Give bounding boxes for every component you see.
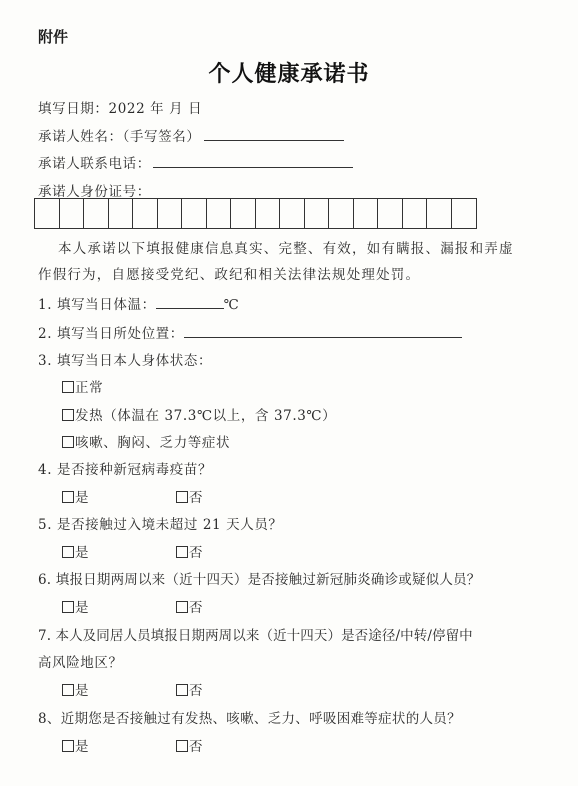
no-label: 否 [189, 600, 204, 616]
id-digit-cell[interactable] [403, 199, 428, 228]
id-digit-cell[interactable] [354, 199, 379, 228]
q3-option-symptoms[interactable] [62, 431, 230, 451]
id-digit-cell[interactable] [378, 199, 403, 228]
name-field[interactable] [38, 125, 344, 145]
id-digit-cell[interactable] [60, 199, 85, 228]
q8-label: 8、近期您是否接触过有发热、咳嗽、乏力、呼吸困难等症状的人员？ [38, 711, 461, 727]
id-digit-cell[interactable] [305, 199, 330, 228]
id-digit-cell[interactable] [280, 199, 305, 228]
no-label: 否 [189, 739, 204, 755]
q2-location [38, 322, 462, 342]
id-number-grid[interactable] [34, 198, 477, 229]
q3-option-normal[interactable] [62, 376, 103, 396]
checkbox[interactable] [176, 740, 188, 752]
temperature-input[interactable] [156, 294, 224, 309]
name-label: 承诺人姓名：（手写签名） [38, 129, 201, 145]
id-digit-cell[interactable] [35, 199, 60, 228]
pledge-line-1: 本人承诺以下填报健康信息真实、完整、有效，如有瞒报、漏报和弄虚 [58, 241, 514, 257]
q1-label: 1. 填写当日体温： [38, 297, 156, 313]
option-label: 正常 [75, 380, 104, 396]
checkbox[interactable] [62, 601, 74, 613]
date-field[interactable]: 填写日期：2022 年 月 日 [38, 101, 203, 117]
q8-yes[interactable] [62, 735, 89, 755]
id-digit-cell[interactable] [158, 199, 183, 228]
id-digit-cell[interactable] [329, 199, 354, 228]
q1-temperature [38, 293, 239, 313]
q5-label: 5. 是否接触过入境未超过 21 天人员？ [38, 517, 283, 533]
yes-label: 是 [75, 490, 90, 506]
id-digit-cell[interactable] [133, 199, 158, 228]
q8-no[interactable] [176, 735, 203, 755]
q4-label: 4. 是否接种新冠病毒疫苗？ [38, 462, 213, 478]
q4-yes[interactable] [62, 486, 89, 506]
attachment-label: 附件 [38, 28, 69, 46]
q6-label: 6. 填报日期两周以来（近十四天）是否接触过新冠肺炎确诊或疑似人员？ [38, 572, 481, 588]
pledge-line-2: 作假行为，自愿接受党纪、政纪和相关法律法规处理处罚。 [38, 267, 421, 283]
id-label: 承诺人身份证号： [38, 184, 151, 200]
q5-yes[interactable] [62, 541, 89, 561]
checkbox[interactable] [62, 409, 74, 421]
checkbox[interactable] [176, 546, 188, 558]
checkbox[interactable] [62, 546, 74, 558]
q6-yes[interactable] [62, 596, 89, 616]
phone-field[interactable] [38, 152, 353, 172]
yes-label: 是 [75, 545, 90, 561]
celsius-unit: ℃ [223, 297, 240, 313]
no-label: 否 [189, 683, 204, 699]
checkbox[interactable] [62, 740, 74, 752]
id-digit-cell[interactable] [256, 199, 281, 228]
name-underline[interactable] [204, 126, 344, 141]
phone-underline[interactable] [153, 153, 353, 168]
id-digit-cell[interactable] [427, 199, 452, 228]
q7-line-2: 高风险地区？ [38, 655, 123, 671]
q2-label: 2. 填写当日所处位置： [38, 326, 184, 342]
q7-line-1: 7. 本人及同居人员填报日期两周以来（近十四天）是否途径/中转/停留中 [38, 628, 473, 644]
id-digit-cell[interactable] [231, 199, 256, 228]
q7-no[interactable] [176, 679, 203, 699]
q5-no[interactable] [176, 541, 203, 561]
phone-label: 承诺人联系电话： [38, 156, 151, 172]
checkbox[interactable] [62, 491, 74, 503]
location-input[interactable] [184, 323, 462, 338]
id-digit-cell[interactable] [84, 199, 109, 228]
q7-yes[interactable] [62, 679, 89, 699]
option-label: 咳嗽、胸闷、乏力等症状 [75, 435, 231, 451]
id-digit-cell[interactable] [109, 199, 134, 228]
checkbox[interactable] [176, 684, 188, 696]
id-digit-cell[interactable] [207, 199, 232, 228]
id-digit-cell[interactable] [452, 199, 477, 228]
yes-label: 是 [75, 600, 90, 616]
q3-option-fever[interactable] [62, 404, 336, 424]
checkbox[interactable] [62, 381, 74, 393]
yes-label: 是 [75, 683, 90, 699]
id-digit-cell[interactable] [182, 199, 207, 228]
checkbox[interactable] [176, 601, 188, 613]
no-label: 否 [189, 545, 204, 561]
yes-label: 是 [75, 739, 90, 755]
q3-label: 3. 填写当日本人身体状态： [38, 353, 213, 369]
page-title: 个人健康承诺书 [208, 61, 370, 87]
q4-no[interactable] [176, 486, 203, 506]
checkbox[interactable] [62, 684, 74, 696]
q6-no[interactable] [176, 596, 203, 616]
no-label: 否 [189, 490, 204, 506]
option-label: 发热（体温在 37.3℃以上，含 37.3℃） [75, 408, 337, 424]
checkbox[interactable] [176, 491, 188, 503]
checkbox[interactable] [62, 436, 74, 448]
